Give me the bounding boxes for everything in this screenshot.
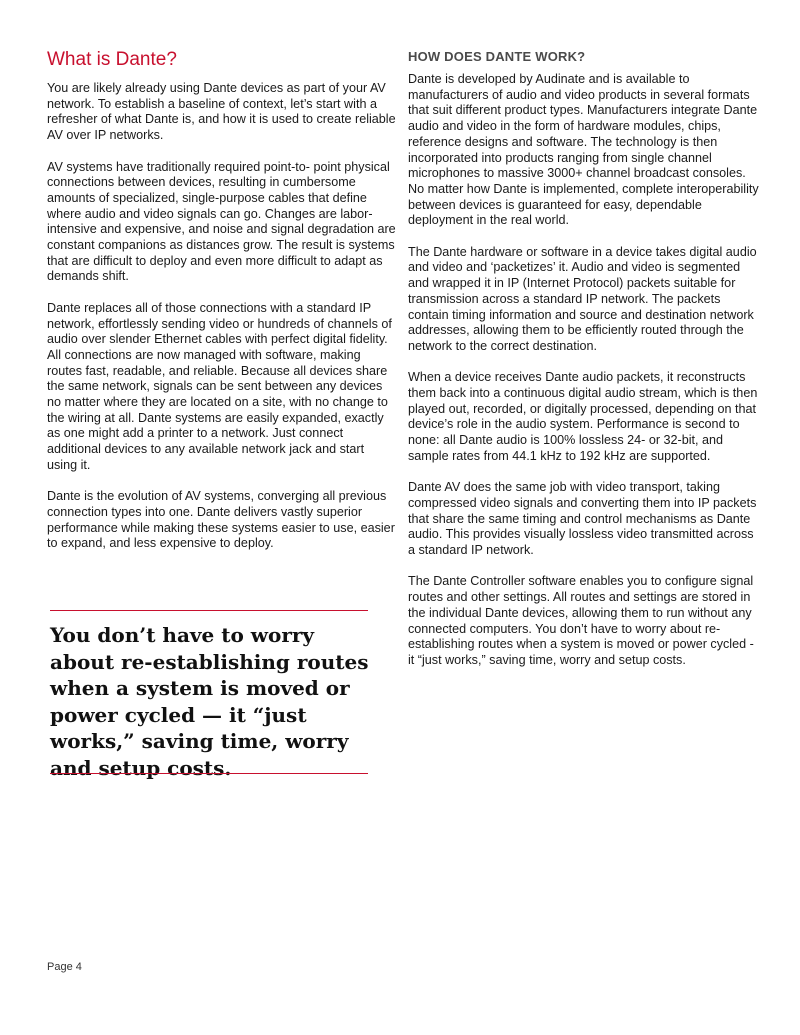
section-heading: HOW DOES DANTE WORK?: [408, 49, 586, 64]
paragraph: You are likely already using Dante devices as part of your AV network. To establish a baseline of context, let’s start with a refresher of what Dante is, and how it is used to create reliable AV over IP networks.: [47, 81, 396, 143]
paragraph: AV systems have traditionally required point-to- point physical connections between devices, resulting in cumbersome amounts of specialized, single-purpose cables that define where audio and video signals can go. Changes are labor-intensive and expensive, and noise and signal degradation are constant companions as distances grow. The result is systems that are difficult to deploy and even more difficult to adapt as demands shift.: [47, 159, 396, 284]
page-number: Page 4: [47, 961, 82, 973]
quote-bottom-rule: [50, 773, 368, 774]
paragraph: The Dante hardware or software in a device takes digital audio and video and ‘packetizes’ it. Audio and video is segmented and wrapped it in IP (Internet Protocol) packets suitable for transmission across a standard IP network. The packets contain timing information and source and destination network addresses, allowing them to be efficiently routed through the network to the correct destination.: [408, 244, 757, 353]
quote-top-rule: [50, 610, 368, 611]
paragraph: Dante AV does the same job with video transport, taking compressed video signals and converting them into IP packets that share the same timing and control mechanisms as Dante audio. This provides visually lossless video transmitted across a standard IP network.: [408, 480, 757, 558]
paragraph: Dante replaces all of those connections with a standard IP network, effortlessly sending video or hundreds of channels of audio over slender Ethernet cables with perfect digital fidelity. All connections are now managed with software, making routes fast, readable, and reliable. Because all devices share the same network, signals can be sent between any devices no matter where they are located on a site, with no change to the wiring at all. Dante systems are easily expanded, exactly as one might add a printer to a network. Just connect additional devices to any available network jack and start using it.: [47, 300, 392, 472]
left-column: [47, 48, 397, 568]
paragraph: Dante is the evolution of AV systems, converging all previous connection types into one. Dante delivers vastly superior performance while making these systems easier to use, easier to expand, and less expensive to deploy.: [47, 489, 395, 551]
paragraph: The Dante Controller software enables you to configure signal routes and other settings. All routes and settings are stored in the individual Dante devices, allowing them to run without any connected computers. You don’t have to worry about re-establishing routes when a system is moved or power cycled - it “just works,” saving time, worry and setup costs.: [408, 574, 754, 667]
section-title: What is Dante?: [47, 49, 177, 70]
right-column: [408, 48, 760, 684]
paragraph: When a device receives Dante audio packets, it reconstructs them back into a continuous digital audio stream, which is then played out, recorded, or digitally processed, depending on that device’s role in the audio system. Performance is second to none: all Dante audio is 100% lossless 24- or 32-bit, and sample rates from 44.1 kHz to 192 kHz are supported.: [408, 370, 758, 463]
pull-quote: You don’t have to worry about re-establishing routes when a system is moved or power cycled — it “just works,” saving time, worry and setup costs.: [50, 623, 369, 780]
paragraph: Dante is developed by Audinate and is available to manufacturers of audio and video products in several formats that suit different product types. Manufacturers integrate Dante audio and video in the form of hardware modules, chips, reference designs and software. The technology is then incorporated into products ranging from single channel microphones to massive 3000+ channel broadcast consoles. No matter how Dante is implemented, complete interoperability between devices is guaranteed for easy, dependable deployment in the real world.: [408, 72, 759, 228]
